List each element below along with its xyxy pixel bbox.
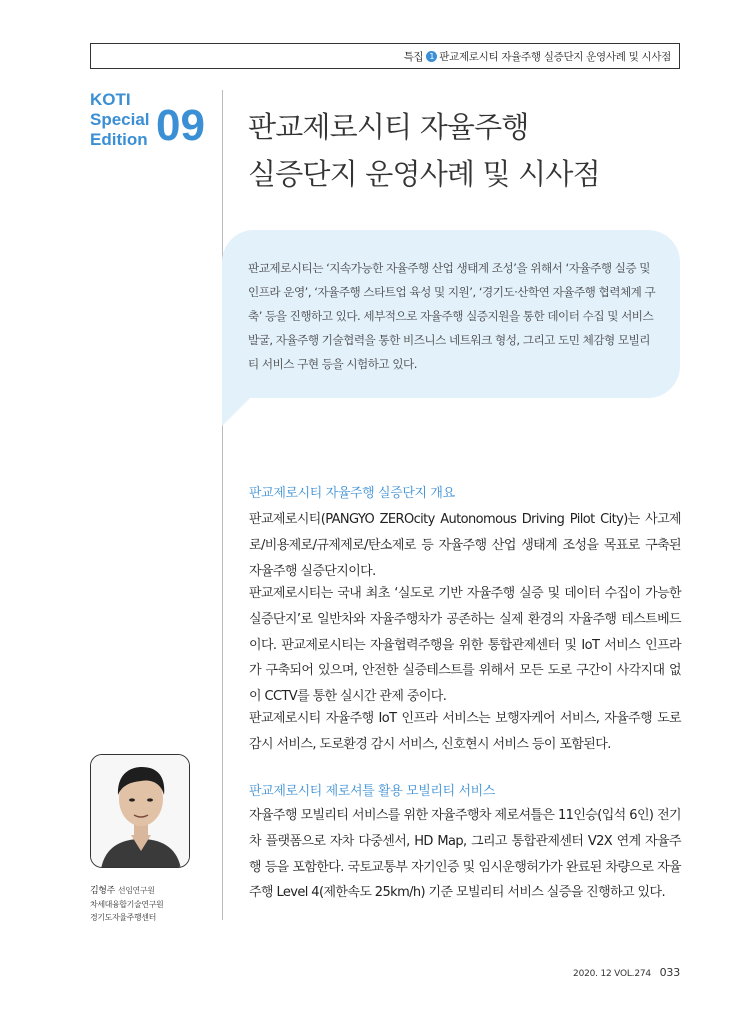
- header-number-badge: 1: [426, 51, 437, 62]
- header-prefix: 특집: [403, 50, 424, 63]
- author-affiliation: 차세대융합기술연구원: [90, 900, 164, 909]
- title-line-1: 판교제로시티 자율주행: [248, 110, 529, 144]
- page-number: 033: [659, 966, 680, 979]
- koti-special-edition-badge: [90, 90, 205, 150]
- body-paragraph: 판교제로시티는 국내 최초 ‘실도로 기반 자율주행 실증 및 데이터 수집이 가능한 실증단지’로 일반차와 자율주행차가 공존하는 실제 환경의 자율주행 테스트베드이다. 판교제로시티는 자율협력주행을 위한 통합관제센터 및 IoT 서비스 인프라가 구축되어 있으며, 안전한 실증테스트를 위해서 모든 도로 구간이 사각지대 없이 CCTV를 통한 실시간 관제 중이다.: [249, 586, 681, 705]
- badge-line-edition: Edition: [90, 130, 148, 149]
- body-paragraph: 자율주행 모빌리티 서비스를 위한 자율주행차 제로셔틀은 11인승(입석 6인) 전기차 플랫폼으로 자차 다중센서, HD Map, 그리고 통합관제센터 V2X 연계 자율주행 등을 포함한다. 국토교통부 자기인증 및 임시운행허가가 완료된 차량으로 자율주행 Level 4(제한속도 25km/h) 기준 모빌리티 서비스 실증을 진행하고 있다.: [249, 808, 681, 901]
- author-role: 선임연구원: [117, 886, 155, 895]
- body-paragraph: 판교제로시티(PANGYO ZEROcity Autonomous Driving Pilot City)는 사고제로/비용제로/규제제로/탄소제로 등 자율주행 산업 생태계 조성을 목표로 구축된 자율주행 실증단지이다.: [249, 512, 681, 579]
- edition-number: 09: [156, 101, 205, 150]
- article-title: [248, 104, 600, 198]
- summary-box: [222, 230, 680, 398]
- author-portrait-icon: [91, 755, 190, 868]
- header-title: 판교제로시티 자율주행 실증단지 운영사례 및 시사점: [439, 50, 671, 63]
- badge-line-koti: KOTI: [90, 90, 131, 109]
- author-photo: [90, 754, 190, 868]
- summary-text: 판교제로시티는 ‘지속가능한 자율주행 산업 생태계 조성’을 위해서 ‘자율주행 실증 및 인프라 운영’, ‘자율주행 스타트업 육성 및 지원’, ‘경기도·산학연 자율주행 협력체계 구축’ 등을 진행하고 있다. 세부적으로 자율주행 실증지원을 통한 데이터 수집 및 서비스 발굴, 자율주행 기술협력을 통한 비즈니스 네트워크 형성, 그리고 도민 체감형 모빌리티 서비스 구현 등을 시험하고 있다.: [248, 261, 656, 371]
- summary-box-tail: [222, 398, 250, 426]
- section-heading-mobility: 판교제로시티 제로셔틀 활용 모빌리티 서비스: [249, 784, 495, 799]
- title-line-2: 실증단지 운영사례 및 시사점: [248, 157, 600, 191]
- badge-line-special: Special: [90, 110, 150, 129]
- section-heading-overview: 판교제로시티 자율주행 실증단지 개요: [249, 486, 455, 501]
- vertical-divider: [222, 90, 223, 920]
- author-name: 김형주: [90, 886, 115, 896]
- page-footer: [573, 966, 680, 979]
- author-info: [90, 884, 163, 924]
- running-header: [90, 43, 680, 69]
- author-affiliation: 경기도자율주행센터: [90, 913, 156, 922]
- body-paragraph: 판교제로시티 자율주행 IoT 인프라 서비스는 보행자케어 서비스, 자율주행 도로감시 서비스, 도로환경 감시 서비스, 신호현시 서비스 등이 포함된다.: [249, 711, 681, 752]
- issue-info: 2020. 12 VOL.274: [573, 969, 651, 979]
